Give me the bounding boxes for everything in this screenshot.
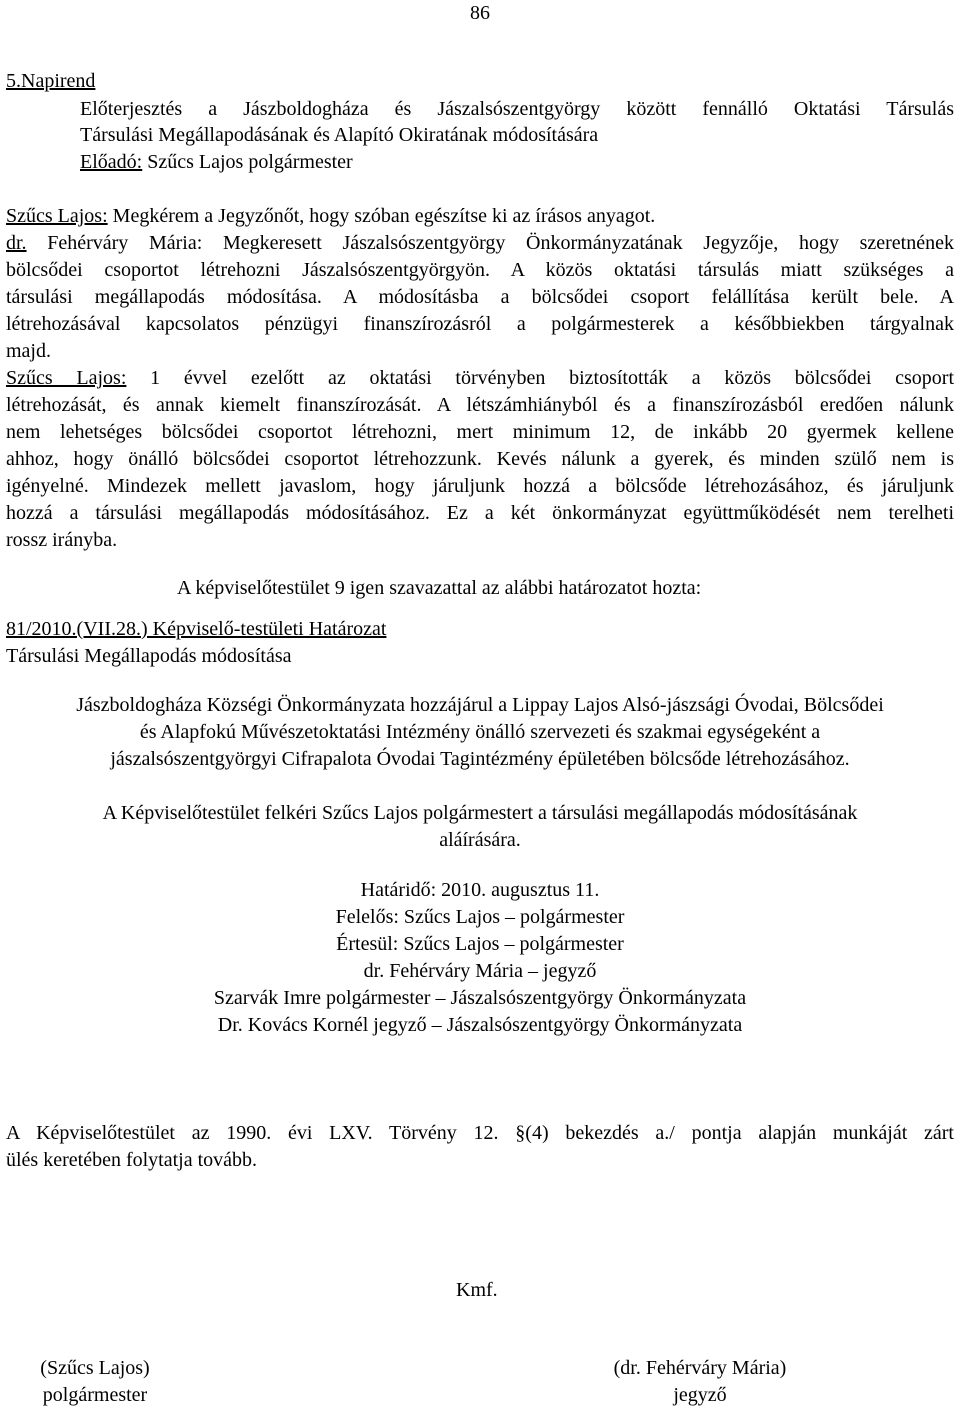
signature-left [0,1355,190,1409]
discussion-line-4: társulási megállapodás módosítása. A módosításba a bölcsődei csoport felállítása került bele. A [6,286,954,308]
notify-line: Dr. Kovács Kornél jegyző – Jászalsószentgyörgy Önkormányzata [217,1014,743,1036]
resolution-request-line: aláírására. [439,829,521,851]
notify-line: Szarvák Imre polgármester – Jászalsószentgyörgy Önkormányzata [213,987,747,1009]
notify-line: Értesül: Szűcs Lajos – polgármester [336,933,624,955]
resolution-request-line: A Képviselőtestület felkéri Szűcs Lajos polgármestert a társulási megállapodás módosításának [102,802,858,824]
presenter-label: Előadó: [80,151,143,173]
discussion-text: Megkérem a Jegyzőnőt, hogy szóban egészítse ki az írásos anyagot. [107,205,656,227]
discussion-line-11: igényelné. Mindezek mellett javaslom, hogy járuljunk hozzá a bölcsőde létrehozásához, és járuljunk [6,475,954,497]
agenda-presenter [80,149,353,176]
discussion-line-10: ahhoz, hogy önálló bölcsődei csoportot létrehozzunk. Kevés nálunk a gyerek, és minden szülő nem is [6,448,954,470]
agenda-title-line2: Társulási Megállapodásának és Alapító Okiratának módosítására [80,124,599,146]
discussion-line-7 [6,365,954,392]
discussion-text: 1 évvel ezelőtt az oktatási törvényben biztosították a közös bölcsődei csoport [126,367,954,389]
notify-line: dr. Fehérváry Mária – jegyző [363,960,597,982]
discussion-line-1 [6,203,954,230]
vote-statement: A képviselőtestület 9 igen szavazattal az alábbi határozatot hozta: [177,577,702,599]
closing-line-2: ülés keretében folytatja tovább. [6,1149,258,1171]
deadline: Határidő: 2010. augusztus 11. [360,879,600,901]
closing-line-1: A Képviselőtestület az 1990. évi LXV. Törvény 12. §(4) bekezdés a./ pontja alapján munkáját zárt [6,1122,954,1144]
signature-right-title: jegyző [673,1384,727,1406]
discussion-line-9: nem lehetséges bölcsődei csoportot létrehozni, mert minimum 12, de inkább 20 gyermek kellene [6,421,954,443]
resolution-body-line: jászalsószentgyörgyi Cifrapalota Óvodai Tagintézmény épületében bölcsőde létrehozásához. [110,748,850,770]
resolution-details [0,877,960,1039]
resolution-body-line: Jászboldogháza Községi Önkormányzata hozzájárul a Lippay Lajos Alsó-jászsági Óvodai, Bölcsődei [76,694,884,716]
resolution-number: 81/2010.(VII.28.) Képviselő-testületi Határozat [6,618,387,640]
resolution-request [0,800,960,854]
speaker-name: dr. [6,232,27,254]
responsible: Felelős: Szűcs Lajos – polgármester [335,906,625,928]
discussion-text: Fehérváry Mária: Megkeresett Jászalsószentgyörgy Önkormányzatának Jegyzője, hogy szeretnének [26,232,954,254]
discussion-line-13: rossz irányba. [6,529,118,551]
signature-right [580,1355,820,1409]
signature-left-title: polgármester [42,1384,148,1406]
resolution-subject: Társulási Megállapodás módosítása [6,645,292,667]
discussion-line-6: majd. [6,340,51,362]
agenda-title-line1: Előterjesztés a Jászboldogháza és Jászalsószentgyörgy között fennálló Oktatási Társulás [80,98,954,120]
presenter-name: Szűcs Lajos polgármester [147,151,353,173]
discussion-line-8: létrehozását, és annak kiemelt finanszírozását. A létszámhiányból és a finanszírozásból eredően nálunk [6,394,954,416]
resolution-body-line: és Alapfokú Művészetoktatási Intézmény önálló szervezeti és szakmai egységeként a [139,721,821,743]
discussion-line-3: bölcsődei csoportot létrehozni Jászalsószentgyörgyön. A közös oktatási társulás miatt szükséges a [6,259,954,281]
discussion-line-2 [6,230,954,257]
signature-right-name: (dr. Fehérváry Mária) [613,1357,787,1379]
page-number: 86 [470,2,490,24]
signature-left-name: (Szűcs Lajos) [40,1357,150,1379]
speaker-name: Szűcs Lajos: [6,367,127,389]
discussion-line-12: hozzá a társulási megállapodás módosításához. Ez a két önkormányzat együttműködését nem terelheti [6,502,954,524]
speaker-name: Szűcs Lajos: [6,205,108,227]
resolution-body [0,692,960,773]
agenda-heading: 5.Napirend [6,70,96,92]
kmf: Kmf. [456,1279,498,1301]
discussion-line-5: létrehozásával kapcsolatos pénzügyi finanszírozásról a polgármesterek a későbbiekben tárgyalnak [6,313,954,335]
